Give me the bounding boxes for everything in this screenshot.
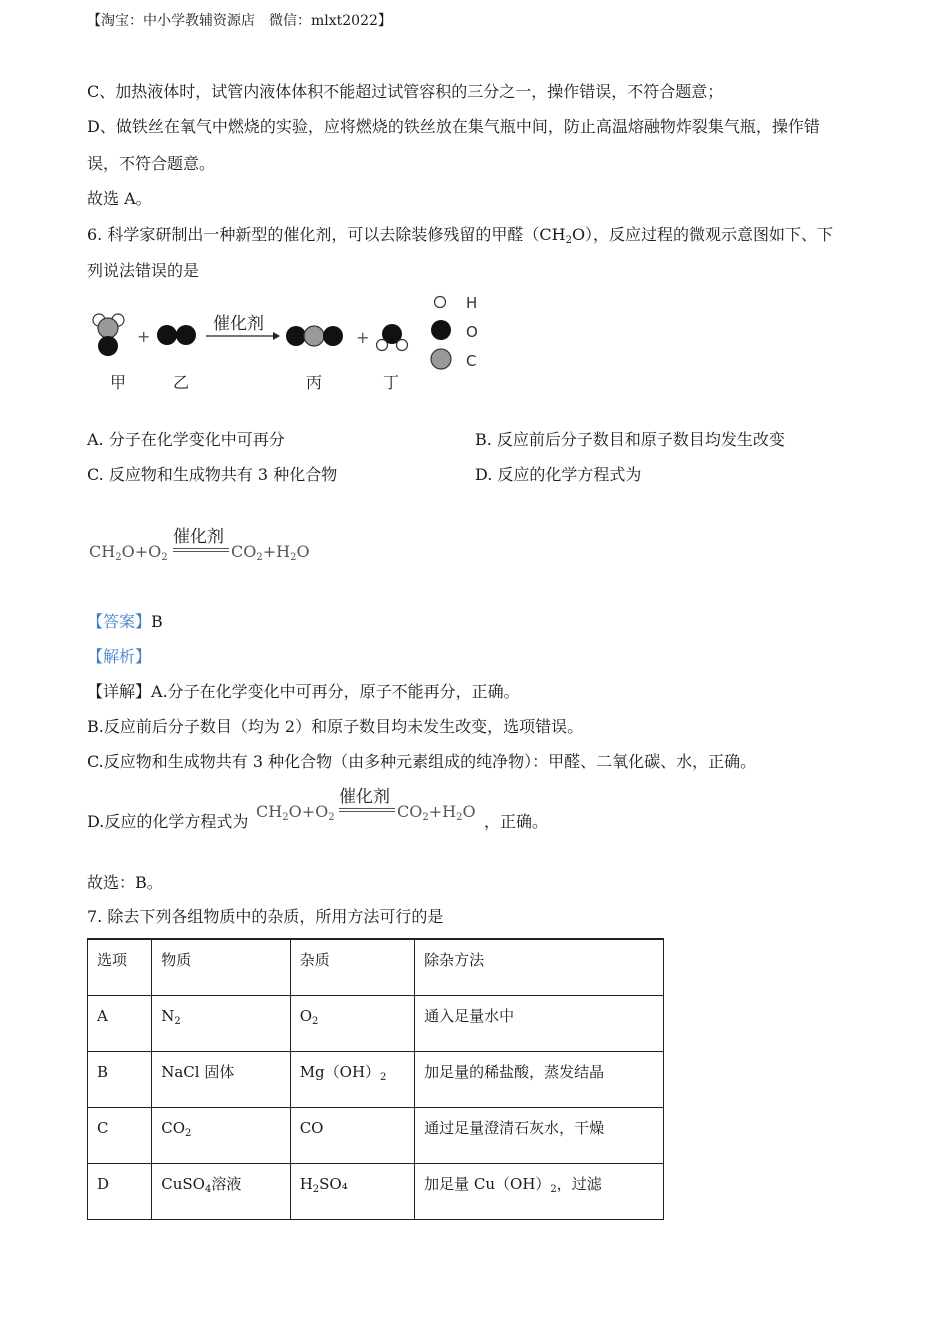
q6-answer	[87, 611, 163, 633]
header-method: 除杂方法	[415, 939, 664, 996]
equation-bar-top	[173, 548, 229, 549]
label-ding: 丁	[383, 373, 400, 392]
cell-substance: $N_2$	[152, 996, 290, 1052]
cell-option: C	[88, 1108, 152, 1164]
q6-option-d: D. 反应的化学方程式为	[475, 465, 642, 484]
header-substance: 物质	[152, 939, 290, 996]
label-jia: 甲	[110, 373, 127, 392]
equation-bar-top-2	[339, 808, 395, 809]
q6-stem-line2: 列说法错误的是	[87, 261, 200, 280]
table-row	[88, 1052, 664, 1108]
q6-stem-line1: 6. 科学家研制出一种新型的催化剂，可以去除装修残留的甲醛$(CH_2O)$，反应过程的微观示意图如下、下	[87, 225, 834, 246]
q6-option-b: B. 反应前后分子数目和原子数目均发生改变	[475, 430, 785, 449]
cell-substance: NaCl 固体	[152, 1052, 290, 1108]
detail-c: C.反应物和生成物共有 3 种化合物（由多种元素组成的纯净物）：甲醛、二氧化碳、水，正确。	[87, 752, 757, 771]
legend-label-o: O	[466, 323, 478, 341]
detail-a: 【详解】A.分子在化学变化中可再分，原子不能再分，正确。	[87, 682, 520, 701]
cell-method: 加足量的稀盐酸，蒸发结晶	[415, 1052, 664, 1108]
header-impurity: 杂质	[290, 939, 414, 996]
cell-method: 加足量 $Cu(OH)_2$，过滤	[415, 1164, 664, 1220]
prev-option-d-line1: D、做铁丝在氧气中燃烧的实验，应将燃烧的铁丝放在集气瓶中间，防止高温熔融物炸裂集气瓶，操作错	[87, 117, 820, 136]
cell-impurity: $Mg(OH)_2$	[290, 1052, 414, 1108]
table-row	[88, 1108, 664, 1164]
cell-impurity: $O_2$	[290, 996, 414, 1052]
molecule-oxygen	[157, 325, 196, 345]
detail-b: B.反应前后分子数目（均为 2）和原子数目均未发生改变，选项错误。	[87, 717, 584, 736]
equation-catalyst-label-2: 催化剂	[339, 787, 390, 807]
header-option: 选项	[88, 939, 152, 996]
label-yi: 乙	[173, 373, 190, 392]
cell-substance: $CO_2$	[152, 1108, 290, 1164]
analysis-tag: 【解析】	[87, 647, 152, 666]
prev-answer: 故选 A。	[87, 189, 152, 208]
q7-table	[87, 938, 664, 1220]
reaction-diagram	[85, 288, 505, 400]
answer-tag: 【答案】	[87, 612, 152, 631]
legend-label-h: H	[466, 294, 478, 312]
arrow-catalyst-label: 催化剂	[213, 314, 264, 334]
cell-option: A	[88, 996, 152, 1052]
label-bing: 丙	[306, 373, 323, 392]
chemical-equation-detail-d: $CH_2O+O_2$ 催化剂 $CO_2+H_2O$	[256, 782, 496, 828]
molecule-water	[377, 324, 408, 351]
table-row	[88, 1164, 664, 1220]
legend-oxygen-icon	[431, 320, 451, 340]
q6-option-a: A. 分子在化学变化中可再分	[87, 430, 285, 449]
detail-d-suffix: ，正确。	[484, 812, 549, 831]
equation-catalyst-label: 催化剂	[173, 527, 224, 547]
cell-substance: CuSO$_4$溶液	[152, 1164, 290, 1220]
table-header-row	[88, 939, 664, 996]
equation-bar-bottom-2	[339, 811, 395, 812]
legend	[431, 294, 478, 370]
prev-option-d-line2: 误，不符合题意。	[87, 154, 216, 173]
legend-label-c: C	[466, 352, 477, 370]
arrow-head-icon	[273, 332, 280, 340]
molecule-formaldehyde	[93, 314, 124, 356]
cell-option: D	[88, 1164, 152, 1220]
cell-impurity: $H_2SO_4$	[290, 1164, 414, 1220]
table-row	[88, 996, 664, 1052]
legend-hydrogen-icon	[435, 297, 446, 308]
page-header: 【淘宝：中小学教辅资源店 微信：mlxt2022】	[87, 13, 392, 29]
cell-method: 通过足量澄清石灰水，干燥	[415, 1108, 664, 1164]
equation-bar-bottom	[173, 551, 229, 552]
cell-impurity: CO	[290, 1108, 414, 1164]
prev-option-c: C、加热液体时，试管内液体体积不能超过试管容积的三分之一，操作错误，不符合题意；	[87, 82, 724, 101]
plus-sign-2: +	[356, 328, 370, 347]
legend-carbon-icon	[431, 349, 451, 369]
cell-option: B	[88, 1052, 152, 1108]
chemical-equation-option-d: $CH_2O+O_2$ 催化剂 $CO_2+H_2O$	[89, 522, 329, 568]
q6-option-c: C. 反应物和生成物共有 3 种化合物	[87, 465, 338, 484]
detail-d-prefix: D.反应的化学方程式为	[87, 812, 249, 831]
q6-conclusion: 故选：B。	[87, 873, 163, 892]
q7-stem: 7. 除去下列各组物质中的杂质，所用方法可行的是	[87, 907, 444, 926]
molecule-carbon-dioxide	[286, 326, 343, 346]
plus-sign-1: +	[137, 327, 151, 346]
cell-method: 通入足量水中	[415, 996, 664, 1052]
answer-value: B	[151, 612, 163, 631]
